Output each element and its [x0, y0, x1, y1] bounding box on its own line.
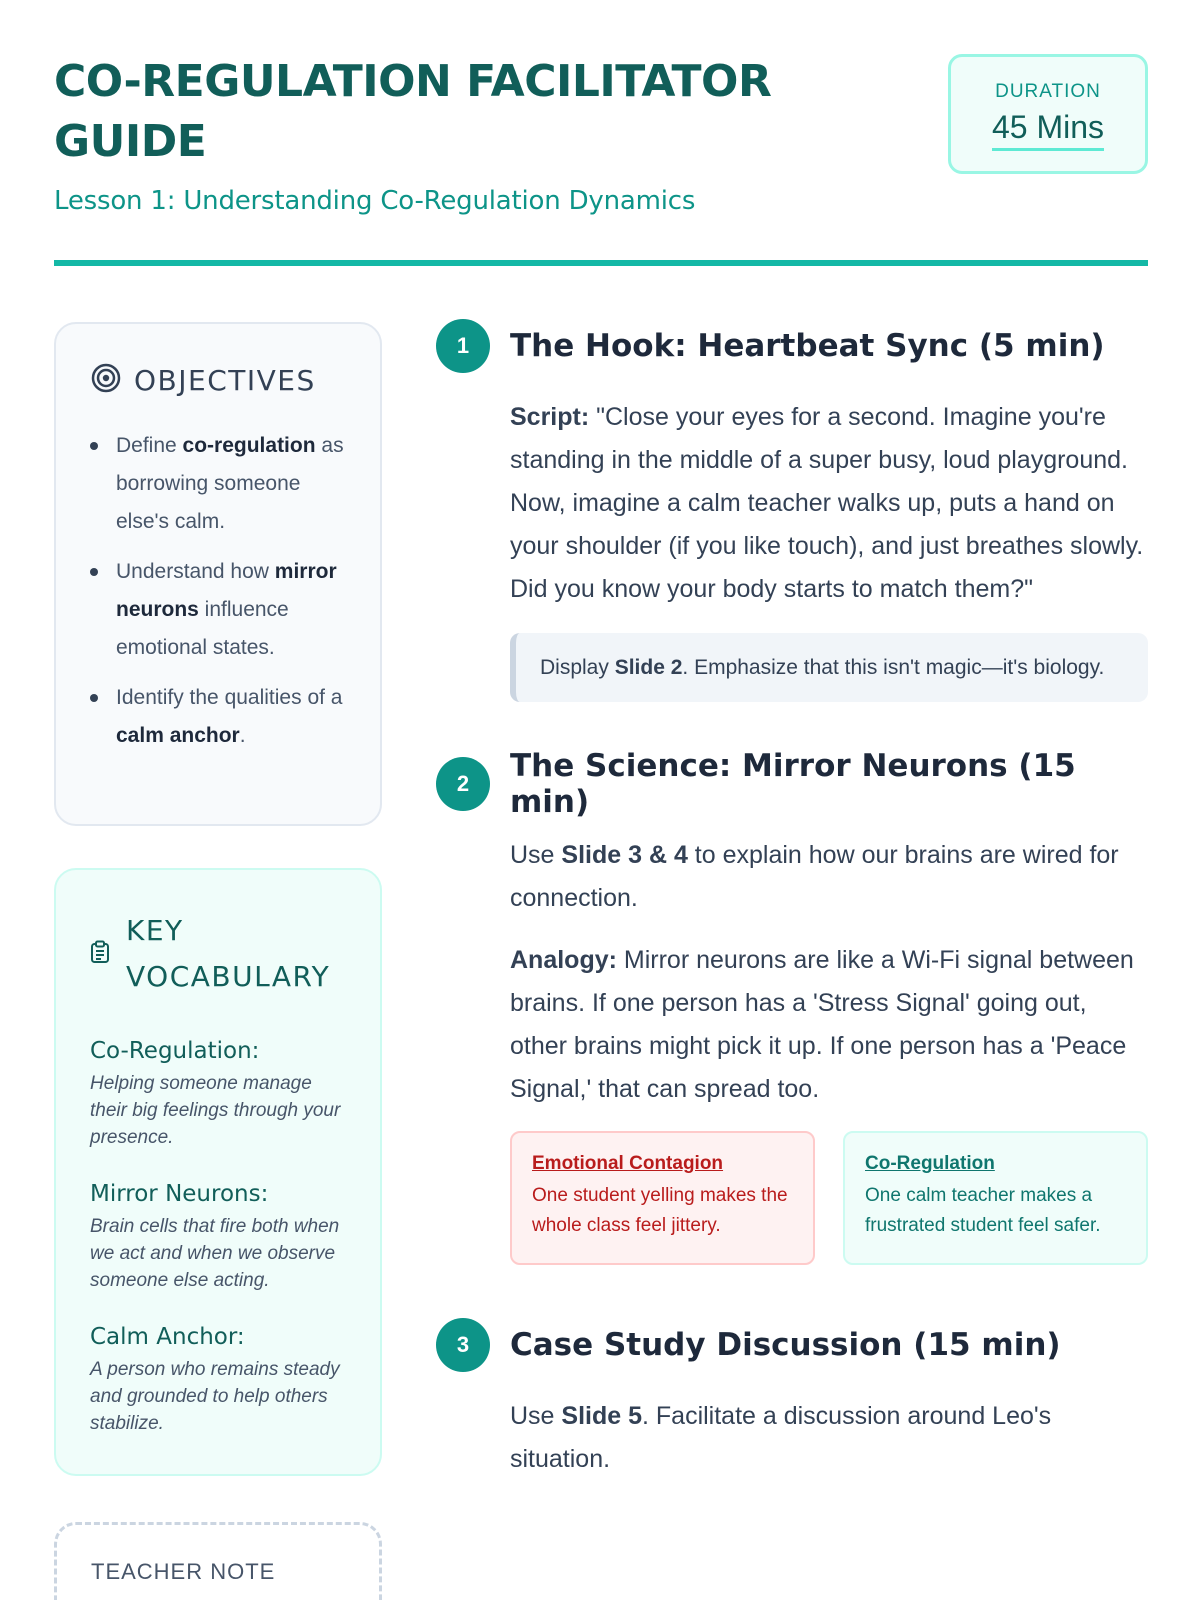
emotional-contagion-box: [510, 1131, 815, 1265]
vocabulary-heading: KEY VOCABULARY: [126, 914, 331, 993]
vocab-term: Mirror Neurons:: [90, 1181, 269, 1207]
script-paragraph: Script: "Close your eyes for a second. Imagine you're standing in the middle of a super busy, loud playground. Now, imagine a calm teacher walks up, puts a hand on your shoulder (if you like touch), and just breathes slowly. Did you know your body starts to match them?": [510, 403, 1144, 603]
objectives-list: [90, 427, 346, 755]
lesson-steps: [436, 318, 1148, 1481]
clipboard-icon: [90, 940, 110, 969]
page-title: CO-REGULATION FACILITATOR GUIDE: [54, 56, 772, 167]
vocabulary-card: [54, 868, 382, 1476]
step-number-badge: 1: [436, 319, 490, 373]
lesson-subtitle: Lesson 1: Understanding Co-Regulation Dynamics: [54, 186, 696, 216]
section-hook: [436, 318, 1148, 702]
vocab-definition: A person who remains steady and grounded to help others stabilize.: [90, 1359, 340, 1434]
vocab-term: Calm Anchor:: [90, 1324, 245, 1350]
header-divider: [54, 260, 1148, 266]
instruction-paragraph: Use Slide 5. Facilitate a discussion around Leo's situation.: [510, 1402, 1052, 1473]
list-item: Understand how mirror neurons influence emotional states.: [90, 553, 346, 667]
teacher-note-card: [54, 1522, 382, 1600]
box-text: One calm teacher makes a frustrated student feel safer.: [865, 1185, 1101, 1236]
section-title: The Hook: Heartbeat Sync (5 min): [510, 328, 1105, 364]
list-item: Define co-regulation as borrowing someone else's calm.: [90, 427, 346, 541]
duration-value: 45 Mins: [992, 109, 1104, 151]
vocab-term: Co-Regulation:: [90, 1038, 260, 1064]
vocab-definition: Helping someone manage their big feelings through your presence.: [90, 1073, 341, 1148]
step-number-badge: 3: [436, 1318, 490, 1372]
vocab-definition: Brain cells that fire both when we act and when we observe someone else acting.: [90, 1216, 340, 1291]
box-text: One student yelling makes the whole class feel jittery.: [532, 1185, 788, 1236]
section-title: The Science: Mirror Neurons (15 min): [510, 748, 1076, 820]
page-header: [54, 52, 1148, 216]
section-case-study: [436, 1317, 1148, 1481]
section-science: [436, 748, 1148, 1265]
instruction-paragraph: Use Slide 3 & 4 to explain how our brains are wired for connection.: [510, 841, 1119, 912]
list-item: Identify the qualities of a calm anchor.: [90, 679, 346, 755]
step-number-badge: 2: [436, 757, 490, 811]
slide-callout: Display Slide 2. Emphasize that this isn't magic—it's biology.: [510, 633, 1148, 702]
target-icon: [90, 362, 122, 399]
teacher-note-heading: TEACHER NOTE: [91, 1559, 276, 1584]
duration-label: DURATION: [995, 81, 1101, 102]
section-title: Case Study Discussion (15 min): [510, 1327, 1061, 1363]
duration-badge: [948, 54, 1148, 174]
box-title: Emotional Contagion: [532, 1153, 724, 1174]
co-regulation-box: [843, 1131, 1148, 1265]
comparison-boxes: [510, 1131, 1148, 1265]
box-title: Co-Regulation: [865, 1153, 995, 1174]
analogy-paragraph: Analogy: Mirror neurons are like a Wi-Fi signal between brains. If one person has a 'Stress Signal' going out, other brains might pick it up. If one person has a 'Peace Signal,' that can spread too.: [510, 946, 1134, 1103]
objectives-heading: OBJECTIVES: [134, 364, 316, 397]
objectives-card: [54, 322, 382, 826]
